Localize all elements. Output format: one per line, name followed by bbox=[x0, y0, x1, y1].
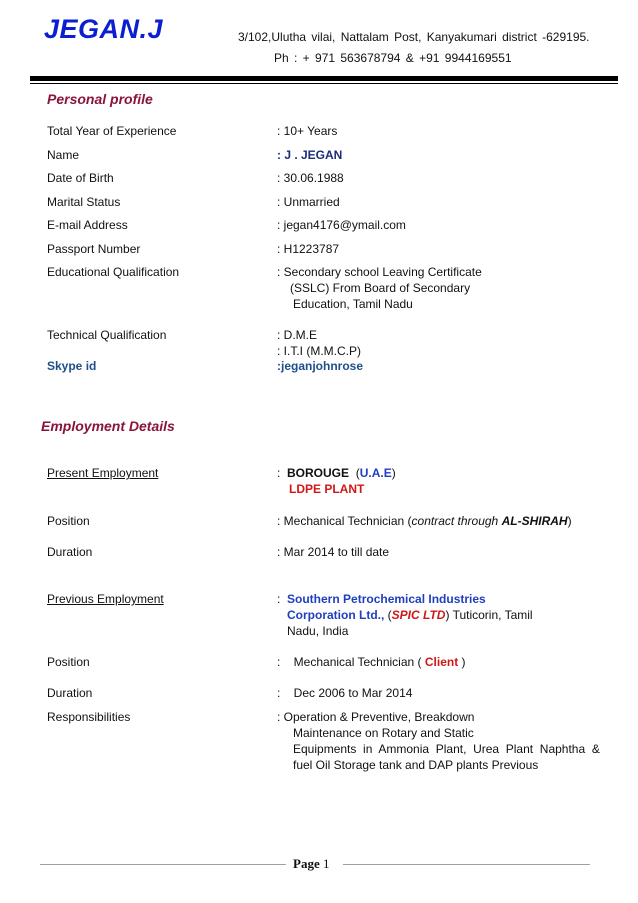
previous-location: ) Tuticorin, Tamil bbox=[445, 608, 533, 622]
email-label: E-mail Address bbox=[47, 218, 128, 232]
position-contract: contract through bbox=[411, 514, 502, 528]
education-value bbox=[277, 264, 482, 312]
position-value bbox=[277, 513, 572, 529]
education-line: : Secondary school Leaving Certificate bbox=[277, 265, 482, 279]
resume-name: JEGAN.J bbox=[44, 14, 164, 44]
header-divider-thin bbox=[30, 83, 618, 84]
employment-details-heading: Employment Details bbox=[41, 418, 175, 434]
dob-label: Date of Birth bbox=[47, 171, 114, 185]
page-number bbox=[293, 856, 329, 872]
present-employment-label: Present Employment bbox=[47, 466, 159, 480]
previous-employment-value bbox=[277, 591, 533, 639]
paren: ( bbox=[384, 608, 392, 622]
footer-rule-right bbox=[343, 864, 590, 865]
paren: ) bbox=[567, 514, 572, 528]
responsibilities-label: Responsibilities bbox=[47, 710, 131, 724]
previous-position-value bbox=[277, 654, 466, 670]
marital-status-label: Marital Status bbox=[47, 195, 121, 209]
present-country: U.A.E bbox=[359, 466, 392, 480]
paren: ) bbox=[458, 655, 466, 669]
present-plant: LDPE PLANT bbox=[289, 482, 365, 496]
passport-value: : H1223787 bbox=[277, 242, 340, 256]
previous-duration-label: Duration bbox=[47, 686, 93, 700]
education-label: Educational Qualification bbox=[47, 265, 180, 279]
education-line: Education, Tamil Nadu bbox=[293, 297, 413, 311]
skype-value: :jeganjohnrose bbox=[277, 359, 364, 373]
paren: ( bbox=[349, 466, 360, 480]
technical-line: : I.T.I (M.M.C.P) bbox=[277, 344, 361, 358]
page-number-value: 1 bbox=[322, 856, 330, 871]
previous-employment-label: Previous Employment bbox=[47, 592, 164, 606]
page-label: Page bbox=[293, 856, 320, 871]
previous-company-line2: Corporation Ltd., bbox=[287, 608, 385, 622]
previous-position-label: Position bbox=[47, 655, 90, 669]
position-contractor: AL-SHIRAH bbox=[501, 514, 568, 528]
technical-qualification-label: Technical Qualification bbox=[47, 328, 167, 342]
header-divider-thick bbox=[30, 76, 618, 81]
colon: : bbox=[277, 592, 288, 606]
experience-label: Total Year of Experience bbox=[47, 124, 177, 138]
personal-profile-heading: Personal profile bbox=[47, 91, 153, 107]
responsibility-line: Maintenance on Rotary and Static bbox=[293, 726, 474, 740]
experience-value: : 10+ Years bbox=[277, 124, 338, 138]
technical-line: : D.M.E bbox=[277, 328, 318, 342]
previous-position-text: : Mechanical Technician ( bbox=[277, 655, 425, 669]
address: 3/102,Ulutha vilai, Nattalam Post, Kanyakumari district -629195. bbox=[238, 30, 590, 44]
position-text: : Mechanical Technician ( bbox=[277, 514, 412, 528]
dob-value: : 30.06.1988 bbox=[277, 171, 344, 185]
previous-location-line3: Nadu, India bbox=[287, 624, 349, 638]
phone-numbers: Ph : + 971 563678794 & +91 9944169551 bbox=[274, 51, 512, 65]
footer-rule-left bbox=[40, 864, 286, 865]
colon: : bbox=[277, 466, 288, 480]
client-badge: Client bbox=[424, 655, 459, 669]
email-value: : jegan4176@ymail.com bbox=[277, 218, 406, 232]
skype-label: Skype id bbox=[47, 359, 97, 373]
responsibility-line: Equipments in Ammonia Plant, Urea Plant Naphtha & bbox=[293, 742, 600, 756]
previous-duration-value: : Dec 2006 to Mar 2014 bbox=[277, 686, 413, 700]
previous-company-short: SPIC LTD bbox=[391, 608, 446, 622]
duration-label: Duration bbox=[47, 545, 93, 559]
previous-company-line1: Southern Petrochemical Industries bbox=[287, 592, 486, 606]
education-line: (SSLC) From Board of Secondary bbox=[290, 281, 471, 295]
name-value: : J . JEGAN bbox=[277, 148, 343, 162]
name-label: Name bbox=[47, 148, 80, 162]
responsibility-line: : Operation & Preventive, Breakdown bbox=[277, 710, 475, 724]
responsibilities-value bbox=[277, 709, 600, 773]
present-employment-value bbox=[277, 465, 396, 497]
technical-qualification-value bbox=[277, 327, 361, 359]
position-label: Position bbox=[47, 514, 90, 528]
marital-status-value: : Unmarried bbox=[277, 195, 340, 209]
duration-value: : Mar 2014 to till date bbox=[277, 545, 390, 559]
passport-label: Passport Number bbox=[47, 242, 141, 256]
responsibility-line: fuel Oil Storage tank and DAP plants Previous bbox=[293, 758, 539, 772]
paren: ) bbox=[391, 466, 396, 480]
present-company: BOROUGE bbox=[287, 466, 350, 480]
